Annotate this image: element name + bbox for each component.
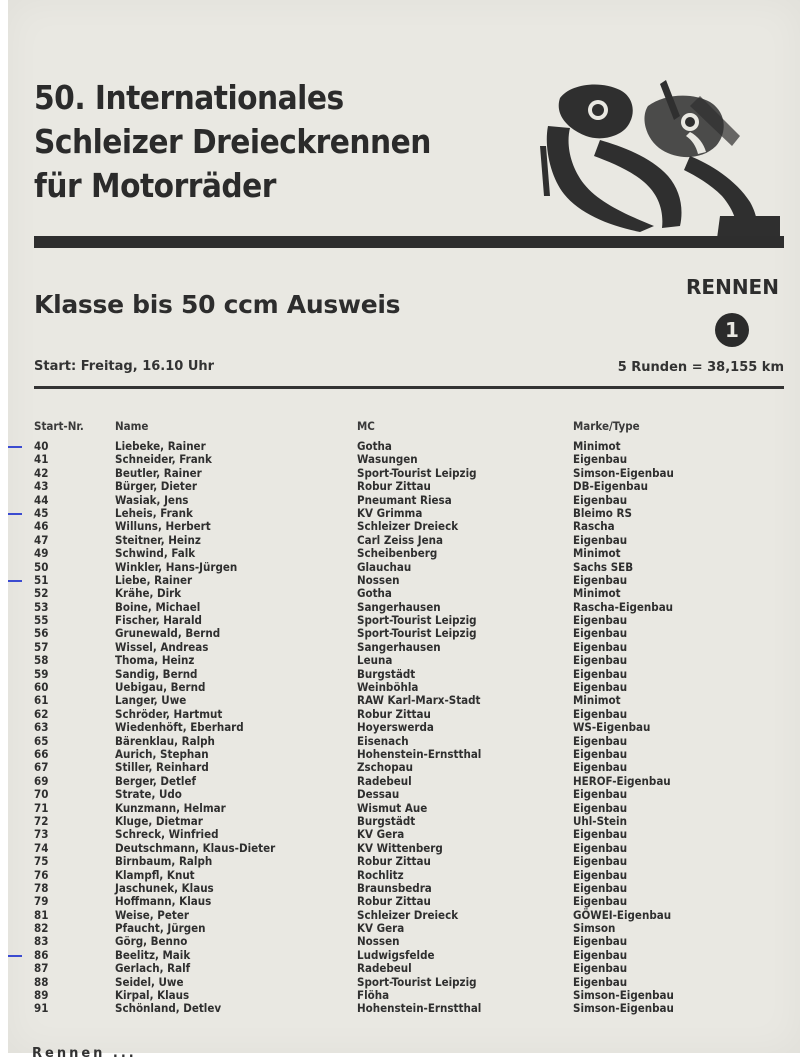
start-number-cell: 58 xyxy=(34,653,49,668)
name-cell: Beutler, Rainer xyxy=(115,465,202,480)
start-number-cell: 88 xyxy=(34,974,49,989)
club-cell: Schleizer Dreieck xyxy=(357,519,459,534)
make-cell: Eigenbau xyxy=(573,653,628,668)
start-number-cell: 45 xyxy=(34,505,49,520)
pen-mark xyxy=(8,513,22,515)
club-cell: Robur Zittau xyxy=(357,894,431,909)
start-number-cell: 75 xyxy=(34,854,49,869)
table-row xyxy=(0,882,800,895)
name-cell: Schwind, Falk xyxy=(115,546,196,561)
name-cell: Weise, Peter xyxy=(115,907,189,922)
make-cell: Uhl-Stein xyxy=(573,813,627,828)
make-cell: WS-Eigenbau xyxy=(573,720,651,735)
make-cell: Eigenbau xyxy=(573,827,628,842)
table-row xyxy=(0,895,800,908)
name-cell: Kluge, Dietmar xyxy=(115,813,203,828)
table-row xyxy=(0,507,800,520)
club-cell: Sport-Tourist Leipzig xyxy=(357,974,477,989)
start-number-cell: 82 xyxy=(34,921,49,936)
make-cell: Eigenbau xyxy=(573,452,628,467)
name-cell: Liebe, Rainer xyxy=(115,572,193,587)
club-cell: Sport-Tourist Leipzig xyxy=(357,613,477,628)
table-row xyxy=(0,654,800,667)
name-cell: Thoma, Heinz xyxy=(115,653,195,668)
race-label: RENNEN xyxy=(686,275,779,299)
name-cell: Jaschunek, Klaus xyxy=(115,880,214,895)
make-cell: Eigenbau xyxy=(573,572,628,587)
start-number-cell: 67 xyxy=(34,760,49,775)
start-number-cell: 41 xyxy=(34,452,49,467)
club-cell: Robur Zittau xyxy=(357,706,431,721)
table-row xyxy=(0,480,800,493)
name-cell: Kunzmann, Helmar xyxy=(115,800,226,815)
name-cell: Boine, Michael xyxy=(115,599,201,614)
club-cell: Zschopau xyxy=(357,760,414,775)
column-header-name: Name xyxy=(115,419,149,433)
table-row xyxy=(0,1002,800,1015)
club-cell: Schleizer Dreieck xyxy=(357,907,459,922)
start-number-cell: 50 xyxy=(34,559,49,574)
make-cell: Rascha-Eigenbau xyxy=(573,599,674,614)
table-row xyxy=(0,587,800,600)
club-cell: Robur Zittau xyxy=(357,479,431,494)
make-cell: Eigenbau xyxy=(573,787,628,802)
pen-mark xyxy=(8,955,22,957)
club-cell: Sangerhausen xyxy=(357,599,441,614)
start-number-cell: 40 xyxy=(34,439,49,453)
table-row xyxy=(0,547,800,560)
table-row xyxy=(0,748,800,761)
start-number-cell: 73 xyxy=(34,827,49,842)
name-cell: Bärenklau, Ralph xyxy=(115,733,215,748)
start-number-cell: 74 xyxy=(34,840,49,855)
start-number-cell: 60 xyxy=(34,680,49,695)
make-cell: Eigenbau xyxy=(573,947,628,962)
table-row xyxy=(0,828,800,841)
title-line-1: 50. Internationales xyxy=(34,78,344,117)
table-row xyxy=(0,815,800,828)
make-cell: Eigenbau xyxy=(573,800,628,815)
table-row xyxy=(0,721,800,734)
table-row xyxy=(0,641,800,654)
name-cell: Stiller, Reinhard xyxy=(115,760,209,775)
club-cell: KV Gera xyxy=(357,827,405,842)
table-row xyxy=(0,627,800,640)
pen-mark xyxy=(8,446,22,448)
name-cell: Kirpal, Klaus xyxy=(115,988,190,1003)
club-cell: Hohenstein-Ernstthal xyxy=(357,746,482,761)
start-number-cell: 61 xyxy=(34,693,49,708)
make-cell: Eigenbau xyxy=(573,639,628,654)
start-number-cell: 52 xyxy=(34,586,49,601)
make-cell: Minimot xyxy=(573,693,621,708)
table-row xyxy=(0,909,800,922)
table-row xyxy=(0,561,800,574)
name-cell: Schönland, Detlev xyxy=(115,1001,222,1016)
make-cell: Eigenbau xyxy=(573,934,628,949)
make-cell: Simson-Eigenbau xyxy=(573,1001,674,1016)
start-number-cell: 81 xyxy=(34,907,49,922)
name-cell: Krähe, Dirk xyxy=(115,586,182,601)
table-row xyxy=(0,788,800,801)
table-row xyxy=(0,694,800,707)
table-row xyxy=(0,976,800,989)
make-cell: Minimot xyxy=(573,546,621,561)
table-row xyxy=(0,467,800,480)
table-row xyxy=(0,855,800,868)
title-line-2: Schleizer Dreieckrennen xyxy=(34,122,431,161)
make-cell: Eigenbau xyxy=(573,626,628,641)
name-cell: Birnbaum, Ralph xyxy=(115,854,213,869)
table-header-row xyxy=(0,415,800,437)
make-cell: Simson-Eigenbau xyxy=(573,465,674,480)
name-cell: Schreck, Winfried xyxy=(115,827,219,842)
club-cell: Hohenstein-Ernstthal xyxy=(357,1001,482,1016)
make-cell: Eigenbau xyxy=(573,492,628,507)
club-cell: Burgstädt xyxy=(357,666,416,681)
make-cell: Sachs SEB xyxy=(573,559,634,574)
name-cell: Berger, Detlef xyxy=(115,773,196,788)
name-cell: Sandig, Bernd xyxy=(115,666,198,681)
name-cell: Hoffmann, Klaus xyxy=(115,894,212,909)
name-cell: Aurich, Stephan xyxy=(115,746,209,761)
start-number-cell: 76 xyxy=(34,867,49,882)
name-cell: Pfaucht, Jürgen xyxy=(115,921,206,936)
club-cell: KV Grimma xyxy=(357,505,423,520)
club-cell: Wismut Aue xyxy=(357,800,428,815)
make-cell: Eigenbau xyxy=(573,532,628,547)
table-row xyxy=(0,935,800,948)
make-cell: Minimot xyxy=(573,439,621,453)
table-row xyxy=(0,922,800,935)
make-cell: Eigenbau xyxy=(573,733,628,748)
table-row xyxy=(0,668,800,681)
club-cell: KV Gera xyxy=(357,921,405,936)
club-cell: Wasungen xyxy=(357,452,418,467)
club-cell: Ludwigsfelde xyxy=(357,947,435,962)
table-row xyxy=(0,842,800,855)
name-cell: Wiedenhöft, Eberhard xyxy=(115,720,244,735)
club-cell: Nossen xyxy=(357,934,400,949)
name-cell: Willuns, Herbert xyxy=(115,519,211,534)
start-number-cell: 62 xyxy=(34,706,49,721)
class-title: Klasse bis 50 ccm Ausweis xyxy=(34,290,401,319)
make-cell: DB-Eigenbau xyxy=(573,479,648,494)
entry-list-table xyxy=(0,415,800,1016)
start-number-cell: 65 xyxy=(34,733,49,748)
club-cell: Nossen xyxy=(357,572,400,587)
start-number-cell: 79 xyxy=(34,894,49,909)
name-cell: Liebeke, Rainer xyxy=(115,439,206,453)
start-number-cell: 47 xyxy=(34,532,49,547)
name-cell: Görg, Benno xyxy=(115,934,188,949)
start-number-cell: 63 xyxy=(34,720,49,735)
club-cell: Scheibenberg xyxy=(357,546,438,561)
name-cell: Deutschmann, Klaus-Dieter xyxy=(115,840,276,855)
name-cell: Schneider, Frank xyxy=(115,452,212,467)
header-divider xyxy=(34,236,784,248)
start-number-cell: 83 xyxy=(34,934,49,949)
club-cell: Sport-Tourist Leipzig xyxy=(357,465,477,480)
club-cell: Pneumant Riesa xyxy=(357,492,452,507)
make-cell: HEROF-Eigenbau xyxy=(573,773,671,788)
name-cell: Gerlach, Ralf xyxy=(115,961,191,976)
table-row xyxy=(0,708,800,721)
make-cell: Eigenbau xyxy=(573,760,628,775)
start-number-cell: 43 xyxy=(34,479,49,494)
club-cell: RAW Karl-Marx-Stadt xyxy=(357,693,481,708)
make-cell: Minimot xyxy=(573,586,621,601)
name-cell: Grunewald, Bernd xyxy=(115,626,221,641)
table-body xyxy=(0,440,800,1016)
start-number-cell: 55 xyxy=(34,613,49,628)
club-cell: Carl Zeiss Jena xyxy=(357,532,444,547)
start-number-cell: 78 xyxy=(34,880,49,895)
start-number-cell: 91 xyxy=(34,1001,49,1016)
make-cell: Eigenbau xyxy=(573,854,628,869)
page-title xyxy=(34,76,431,208)
table-row xyxy=(0,601,800,614)
race-distance: 5 Runden = 38,155 km xyxy=(617,360,784,375)
start-number-cell: 49 xyxy=(34,546,49,561)
club-cell: Radebeul xyxy=(357,773,412,788)
club-cell: Radebeul xyxy=(357,961,412,976)
name-cell: Uebigau, Bernd xyxy=(115,680,206,695)
name-cell: Wasiak, Jens xyxy=(115,492,189,507)
make-cell: Eigenbau xyxy=(573,613,628,628)
table-row xyxy=(0,761,800,774)
club-cell: Flöha xyxy=(357,988,390,1003)
club-cell: KV Wittenberg xyxy=(357,840,443,855)
start-number-cell: 71 xyxy=(34,800,49,815)
table-row xyxy=(0,775,800,788)
table-row xyxy=(0,520,800,533)
make-cell: Rascha xyxy=(573,519,615,534)
make-cell: Bleimo RS xyxy=(573,505,632,520)
table-row xyxy=(0,681,800,694)
make-cell: Eigenbau xyxy=(573,961,628,976)
name-cell: Strate, Udo xyxy=(115,787,182,802)
table-row xyxy=(0,574,800,587)
make-cell: Eigenbau xyxy=(573,880,628,895)
club-cell: Braunsbedra xyxy=(357,880,432,895)
start-time: Start: Freitag, 16.10 Uhr xyxy=(34,359,215,374)
club-cell: Glauchau xyxy=(357,559,412,574)
make-cell: Eigenbau xyxy=(573,746,628,761)
column-header-mc: MC xyxy=(357,419,375,433)
start-number-cell: 70 xyxy=(34,787,49,802)
column-header-marke: Marke/Type xyxy=(573,419,640,433)
table-row xyxy=(0,802,800,815)
table-row xyxy=(0,534,800,547)
motorcycle-rider-illustration xyxy=(540,76,784,246)
club-cell: Rochlitz xyxy=(357,867,404,882)
table-row xyxy=(0,614,800,627)
start-number-cell: 89 xyxy=(34,988,49,1003)
table-row xyxy=(0,869,800,882)
club-cell: Burgstädt xyxy=(357,813,416,828)
make-cell: Eigenbau xyxy=(573,974,628,989)
club-cell: Gotha xyxy=(357,586,392,601)
club-cell: Weinböhla xyxy=(357,680,419,695)
start-number-cell: 72 xyxy=(34,813,49,828)
name-cell: Winkler, Hans-Jürgen xyxy=(115,559,238,574)
start-number-cell: 66 xyxy=(34,746,49,761)
title-line-3: für Motorräder xyxy=(34,166,276,205)
name-cell: Wissel, Andreas xyxy=(115,639,209,654)
club-cell: Gotha xyxy=(357,439,392,453)
table-divider xyxy=(34,386,784,389)
table-row xyxy=(0,989,800,1002)
start-number-cell: 86 xyxy=(34,947,49,962)
table-row xyxy=(0,440,800,453)
start-number-cell: 69 xyxy=(34,773,49,788)
club-cell: Robur Zittau xyxy=(357,854,431,869)
club-cell: Eisenach xyxy=(357,733,409,748)
column-header-start-nr: Start-Nr. xyxy=(34,419,84,433)
club-cell: Sangerhausen xyxy=(357,639,441,654)
start-number-cell: 57 xyxy=(34,639,49,654)
cut-off-footer-text: Rennen ... xyxy=(32,1046,137,1061)
start-number-cell: 56 xyxy=(34,626,49,641)
make-cell: Eigenbau xyxy=(573,867,628,882)
name-cell: Beelitz, Maik xyxy=(115,947,191,962)
name-cell: Steitner, Heinz xyxy=(115,532,201,547)
start-number-cell: 46 xyxy=(34,519,49,534)
name-cell: Fischer, Harald xyxy=(115,613,202,628)
make-cell: Eigenbau xyxy=(573,706,628,721)
table-row xyxy=(0,735,800,748)
name-cell: Schröder, Hartmut xyxy=(115,706,223,721)
make-cell: Eigenbau xyxy=(573,894,628,909)
pen-mark xyxy=(8,580,22,582)
table-row xyxy=(0,962,800,975)
start-number-cell: 59 xyxy=(34,666,49,681)
name-cell: Langer, Uwe xyxy=(115,693,187,708)
start-number-cell: 87 xyxy=(34,961,49,976)
start-number-cell: 44 xyxy=(34,492,49,507)
make-cell: Eigenbau xyxy=(573,840,628,855)
club-cell: Hoyerswerda xyxy=(357,720,434,735)
club-cell: Dessau xyxy=(357,787,400,802)
name-cell: Bürger, Dieter xyxy=(115,479,197,494)
name-cell: Leheis, Frank xyxy=(115,505,193,520)
make-cell: Simson-Eigenbau xyxy=(573,988,674,1003)
start-number-cell: 53 xyxy=(34,599,49,614)
race-number-badge: 1 xyxy=(715,313,749,347)
table-row xyxy=(0,949,800,962)
make-cell: Simson xyxy=(573,921,616,936)
make-cell: GÖWEI-Eigenbau xyxy=(573,907,672,922)
club-cell: Leuna xyxy=(357,653,393,668)
table-row xyxy=(0,453,800,466)
make-cell: Eigenbau xyxy=(573,666,628,681)
make-cell: Eigenbau xyxy=(573,680,628,695)
name-cell: Klampfl, Knut xyxy=(115,867,195,882)
start-number-cell: 51 xyxy=(34,572,49,587)
start-number-cell: 42 xyxy=(34,465,49,480)
table-row xyxy=(0,494,800,507)
club-cell: Sport-Tourist Leipzig xyxy=(357,626,477,641)
name-cell: Seidel, Uwe xyxy=(115,974,184,989)
